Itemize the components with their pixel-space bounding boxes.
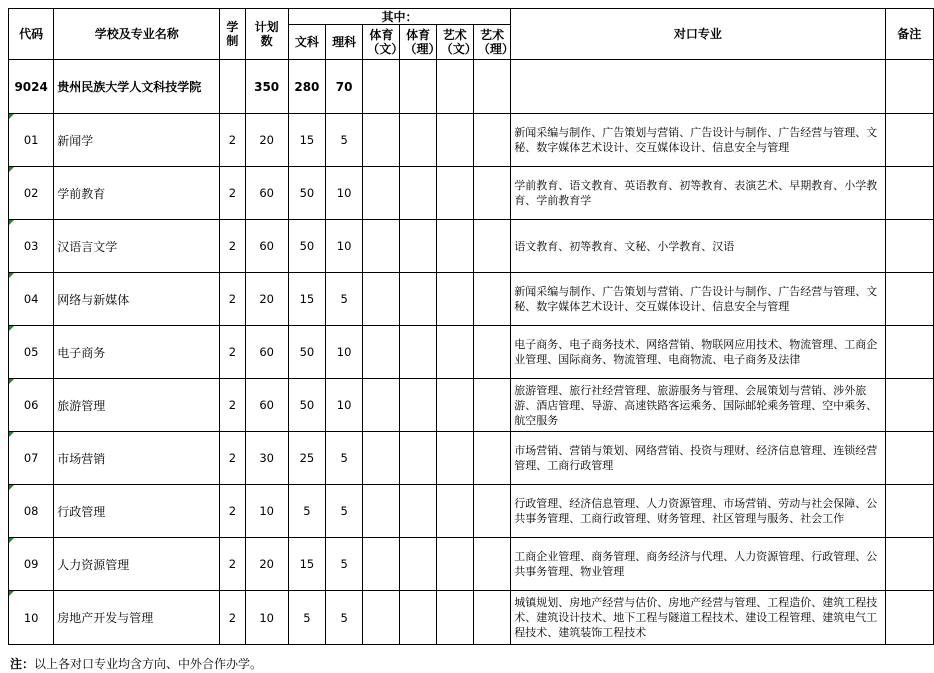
row-pe-arts: [363, 167, 400, 220]
row-name: [54, 432, 220, 485]
row-plan: [245, 379, 288, 432]
row-art-sci: [473, 485, 510, 538]
row-name-text: 学前教育: [57, 186, 106, 201]
row-science: [326, 114, 363, 167]
row-pe-sci: [400, 220, 436, 273]
row-matching: [511, 379, 885, 432]
table-row: [9, 273, 934, 326]
row-science: [326, 326, 363, 379]
school-arts: 280: [288, 60, 325, 114]
row-arts: [288, 432, 325, 485]
row-code-text: 08: [23, 504, 39, 518]
row-art-arts: [436, 167, 473, 220]
row-matching: [511, 114, 885, 167]
school-code: 9024: [9, 60, 54, 114]
row-arts: [288, 485, 325, 538]
row-name-text: 市场营销: [57, 451, 106, 466]
row-plan: [245, 273, 288, 326]
header-matching: 对口专业: [511, 9, 885, 60]
row-science: [326, 167, 363, 220]
row-plan: [245, 220, 288, 273]
row-matching: [511, 220, 885, 273]
row-plan-text: 60: [259, 186, 274, 200]
row-art-sci: [473, 538, 510, 591]
header-pe-sci: 体育（理）: [400, 25, 436, 60]
row-code-text: 07: [23, 451, 39, 465]
row-code-text: 03: [23, 239, 39, 253]
row-matching: [511, 485, 885, 538]
row-duration-text: 2: [228, 451, 237, 465]
row-duration: [220, 220, 245, 273]
header-among: 其中：: [288, 9, 510, 25]
row-remark: [885, 114, 933, 167]
school-science: 70: [326, 60, 363, 114]
comment-marker-icon: [9, 273, 14, 278]
row-arts-text: 50: [299, 186, 315, 200]
school-pe-arts: [363, 60, 400, 114]
row-arts-text: 15: [299, 133, 315, 147]
footnote: [10, 655, 262, 672]
row-plan-text: 60: [259, 345, 274, 359]
header-plan: 计划数: [245, 9, 288, 60]
row-matching: [511, 432, 885, 485]
comment-marker-icon: [9, 432, 14, 437]
school-matching: [511, 60, 885, 114]
row-remark: [885, 379, 933, 432]
row-art-sci: [473, 114, 510, 167]
row-arts: [288, 326, 325, 379]
row-matching-text: 城镇规划、房地产经营与估价、房地产经营与管理、工程造价、建筑工程技术、建筑设计技术、地下工程与隧道工程技术、建设工程管理、建筑电气工程技术、建筑装饰工程技术: [514, 596, 878, 639]
row-name-text: 网络与新媒体: [57, 292, 130, 307]
row-plan: [245, 432, 288, 485]
row-arts-text: 25: [299, 451, 315, 465]
row-arts-text: 50: [299, 398, 315, 412]
row-duration: [220, 273, 245, 326]
comment-marker-icon: [9, 485, 14, 490]
row-plan: [245, 167, 288, 220]
row-matching-text: 语文教育、初等教育、文秘、小学教育、汉语: [514, 239, 735, 253]
school-remark: [885, 60, 933, 114]
row-art-sci: [473, 432, 510, 485]
row-matching-text: 工商企业管理、商务管理、商务经济与代理、人力资源管理、行政管理、公共事务管理、物业管理: [514, 550, 878, 578]
row-duration-text: 2: [228, 133, 237, 147]
comment-marker-icon: [9, 379, 14, 384]
row-duration-text: 2: [228, 557, 237, 571]
row-pe-sci: [400, 485, 436, 538]
row-code: [9, 538, 54, 591]
row-plan: [245, 591, 288, 645]
header-arts: 文科: [288, 25, 325, 60]
row-name-text: 旅游管理: [57, 398, 106, 413]
row-duration-text: 2: [228, 345, 237, 359]
row-name: [54, 326, 220, 379]
school-name: 贵州民族大学人文科技学院: [54, 60, 220, 114]
row-plan-text: 10: [259, 610, 274, 625]
row-matching: [511, 326, 885, 379]
row-plan: [245, 538, 288, 591]
row-matching: [511, 273, 885, 326]
row-duration: [220, 379, 245, 432]
row-pe-arts: [363, 326, 400, 379]
school-plan: 350: [245, 60, 288, 114]
row-pe-sci: [400, 379, 436, 432]
row-pe-arts: [363, 273, 400, 326]
school-pe-sci: [400, 60, 436, 114]
row-pe-sci: [400, 432, 436, 485]
row-plan: [245, 485, 288, 538]
table-body: [9, 60, 934, 645]
header-row-1: [9, 9, 934, 25]
row-arts: [288, 591, 325, 645]
header-school-major: 学校及专业名称: [54, 9, 220, 60]
row-name: [54, 485, 220, 538]
row-name: [54, 379, 220, 432]
row-name-text: 汉语言文学: [57, 239, 118, 254]
row-pe-sci: [400, 326, 436, 379]
row-plan-text: 10: [259, 504, 274, 518]
row-science-text: 10: [336, 186, 352, 200]
row-art-arts: [436, 538, 473, 591]
row-pe-sci: [400, 114, 436, 167]
row-remark: [885, 220, 933, 273]
row-name: [54, 538, 220, 591]
row-remark: [885, 591, 933, 645]
row-art-arts: [436, 432, 473, 485]
row-pe-arts: [363, 485, 400, 538]
row-pe-sci: [400, 273, 436, 326]
row-art-arts: [436, 220, 473, 273]
row-remark: [885, 485, 933, 538]
row-art-arts: [436, 326, 473, 379]
row-science: [326, 485, 363, 538]
row-code-text: 09: [23, 557, 39, 571]
row-plan-text: 20: [259, 557, 274, 571]
row-art-arts: [436, 114, 473, 167]
row-art-sci: [473, 273, 510, 326]
row-arts-text: 15: [299, 292, 315, 306]
row-code-text: 02: [23, 186, 39, 200]
row-pe-arts: [363, 538, 400, 591]
row-arts: [288, 220, 325, 273]
row-duration-text: 2: [228, 292, 237, 306]
row-code-text: 10: [23, 610, 39, 625]
table-row: [9, 167, 934, 220]
row-remark: [885, 538, 933, 591]
row-matching-text: 市场营销、营销与策划、网络营销、投资与理财、经济信息管理、连锁经营管理、工商行政管理: [514, 444, 878, 472]
row-art-arts: [436, 273, 473, 326]
row-name: [54, 114, 220, 167]
row-duration: [220, 591, 245, 645]
row-remark: [885, 273, 933, 326]
enrollment-table: [8, 8, 934, 645]
table-row: [9, 538, 934, 591]
row-arts-text: 5: [303, 504, 311, 518]
footnote-label: 注：: [10, 657, 35, 671]
row-arts-text: 5: [303, 610, 311, 625]
table-row: [9, 485, 934, 538]
row-duration-text: 2: [228, 504, 237, 518]
row-matching: [511, 538, 885, 591]
row-plan: [245, 326, 288, 379]
row-code: [9, 114, 54, 167]
row-pe-sci: [400, 591, 436, 645]
row-code: [9, 485, 54, 538]
row-pe-arts: [363, 114, 400, 167]
header-remark: 备注: [885, 9, 933, 60]
header-science: 理科: [326, 25, 363, 60]
row-plan-text: 60: [259, 398, 274, 412]
row-science-text: 5: [340, 451, 348, 465]
school-art-arts: [436, 60, 473, 114]
row-code-text: 06: [23, 398, 39, 412]
comment-marker-icon: [9, 167, 14, 172]
row-duration-text: 2: [228, 610, 237, 625]
row-pe-arts: [363, 591, 400, 645]
row-arts: [288, 114, 325, 167]
row-plan-text: 20: [259, 133, 274, 147]
row-matching: [511, 167, 885, 220]
row-art-arts: [436, 485, 473, 538]
row-arts: [288, 167, 325, 220]
row-code-text: 01: [23, 133, 39, 147]
table-row: [9, 220, 934, 273]
row-pe-sci: [400, 167, 436, 220]
comment-marker-icon: [9, 538, 14, 543]
row-code: [9, 591, 54, 645]
row-science: [326, 591, 363, 645]
row-name: [54, 273, 220, 326]
row-science-text: 5: [340, 133, 348, 147]
row-name: [54, 220, 220, 273]
row-art-arts: [436, 379, 473, 432]
row-art-sci: [473, 591, 510, 645]
row-science-text: 5: [340, 557, 348, 571]
row-code: [9, 379, 54, 432]
row-science-text: 10: [336, 239, 352, 253]
comment-marker-icon: [9, 326, 14, 331]
table-row: [9, 379, 934, 432]
row-duration: [220, 485, 245, 538]
row-duration: [220, 538, 245, 591]
comment-marker-icon: [9, 220, 14, 225]
row-name-text: 行政管理: [57, 504, 106, 519]
row-arts: [288, 379, 325, 432]
row-art-arts: [436, 591, 473, 645]
row-science-text: 10: [336, 398, 352, 412]
row-remark: [885, 326, 933, 379]
row-code: [9, 220, 54, 273]
row-art-sci: [473, 220, 510, 273]
row-pe-arts: [363, 220, 400, 273]
row-science: [326, 220, 363, 273]
row-duration: [220, 326, 245, 379]
row-science-text: 5: [340, 292, 348, 306]
row-matching-text: 新闻采编与制作、广告策划与营销、广告设计与制作、广告经营与管理、文秘、数字媒体艺术设计、交互媒体设计、信息安全与管理: [514, 285, 878, 313]
row-name-text: 人力资源管理: [57, 557, 130, 572]
row-arts-text: 50: [299, 239, 315, 253]
footnote-text: 以上各对口专业均含方向、中外合作办学。: [34, 657, 263, 671]
row-duration: [220, 432, 245, 485]
row-duration-text: 2: [228, 398, 237, 412]
row-code: [9, 167, 54, 220]
row-matching-text: 新闻采编与制作、广告策划与营销、广告设计与制作、广告经营与管理、文秘、数字媒体艺术设计、交互媒体设计、信息安全与管理: [514, 126, 878, 154]
row-science-text: 5: [340, 610, 348, 625]
row-remark: [885, 432, 933, 485]
row-duration-text: 2: [228, 239, 237, 253]
row-code-text: 04: [23, 292, 39, 306]
row-code: [9, 432, 54, 485]
school-art-sci: [473, 60, 510, 114]
row-science: [326, 538, 363, 591]
row-name-text: 电子商务: [57, 345, 106, 360]
row-matching-text: 电子商务、电子商务技术、网络营销、物联网应用技术、物流管理、工商企业管理、国际商务、物流管理、电商物流、电子商务及法律: [514, 338, 878, 366]
row-matching-text: 学前教育、语文教育、英语教育、初等教育、表演艺术、早期教育、小学教育、学前教育学: [514, 179, 878, 207]
row-arts: [288, 538, 325, 591]
header-code: 代码: [9, 9, 54, 60]
row-plan-text: 60: [259, 239, 274, 253]
row-duration-text: 2: [228, 186, 237, 200]
row-matching-text: 旅游管理、旅行社经营管理、旅游服务与管理、会展策划与营销、涉外旅游、酒店管理、导游、高速铁路客运乘务、国际邮轮乘务管理、空中乘务、航空服务: [514, 383, 878, 427]
row-science: [326, 273, 363, 326]
row-arts-text: 15: [299, 557, 315, 571]
row-science-text: 5: [340, 504, 348, 518]
row-name-text: 房地产开发与管理: [57, 611, 154, 625]
row-name: [54, 591, 220, 645]
header-duration: 学制: [220, 9, 245, 60]
row-arts-text: 50: [299, 345, 315, 359]
row-duration: [220, 114, 245, 167]
row-plan-text: 30: [259, 451, 274, 465]
row-science: [326, 432, 363, 485]
row-duration: [220, 167, 245, 220]
table-row: [9, 432, 934, 485]
row-matching: [511, 591, 885, 645]
row-art-sci: [473, 167, 510, 220]
comment-marker-icon: [9, 591, 14, 596]
row-pe-arts: [363, 432, 400, 485]
row-matching-text: 行政管理、经济信息管理、人力资源管理、市场营销、劳动与社会保障、公共事务管理、工商行政管理、财务管理、社区管理与服务、社会工作: [514, 497, 878, 525]
row-science-text: 10: [336, 345, 352, 359]
row-code-text: 05: [23, 345, 39, 359]
row-plan-text: 20: [259, 292, 274, 306]
row-code: [9, 326, 54, 379]
row-name: [54, 167, 220, 220]
school-row: [9, 60, 934, 114]
row-arts: [288, 273, 325, 326]
row-remark: [885, 167, 933, 220]
row-science: [326, 379, 363, 432]
row-name-text: 新闻学: [57, 133, 94, 148]
header-pe-arts: 体育（文）: [363, 25, 400, 60]
table-row: [9, 591, 934, 645]
header-art-arts: 艺术（文）: [436, 25, 473, 60]
row-pe-arts: [363, 379, 400, 432]
table-row: [9, 114, 934, 167]
row-pe-sci: [400, 538, 436, 591]
table-row: [9, 326, 934, 379]
row-art-sci: [473, 326, 510, 379]
school-duration: [220, 60, 245, 114]
row-plan: [245, 114, 288, 167]
row-code: [9, 273, 54, 326]
header-art-sci: 艺术（理）: [473, 25, 510, 60]
comment-marker-icon: [9, 114, 14, 119]
row-art-sci: [473, 379, 510, 432]
